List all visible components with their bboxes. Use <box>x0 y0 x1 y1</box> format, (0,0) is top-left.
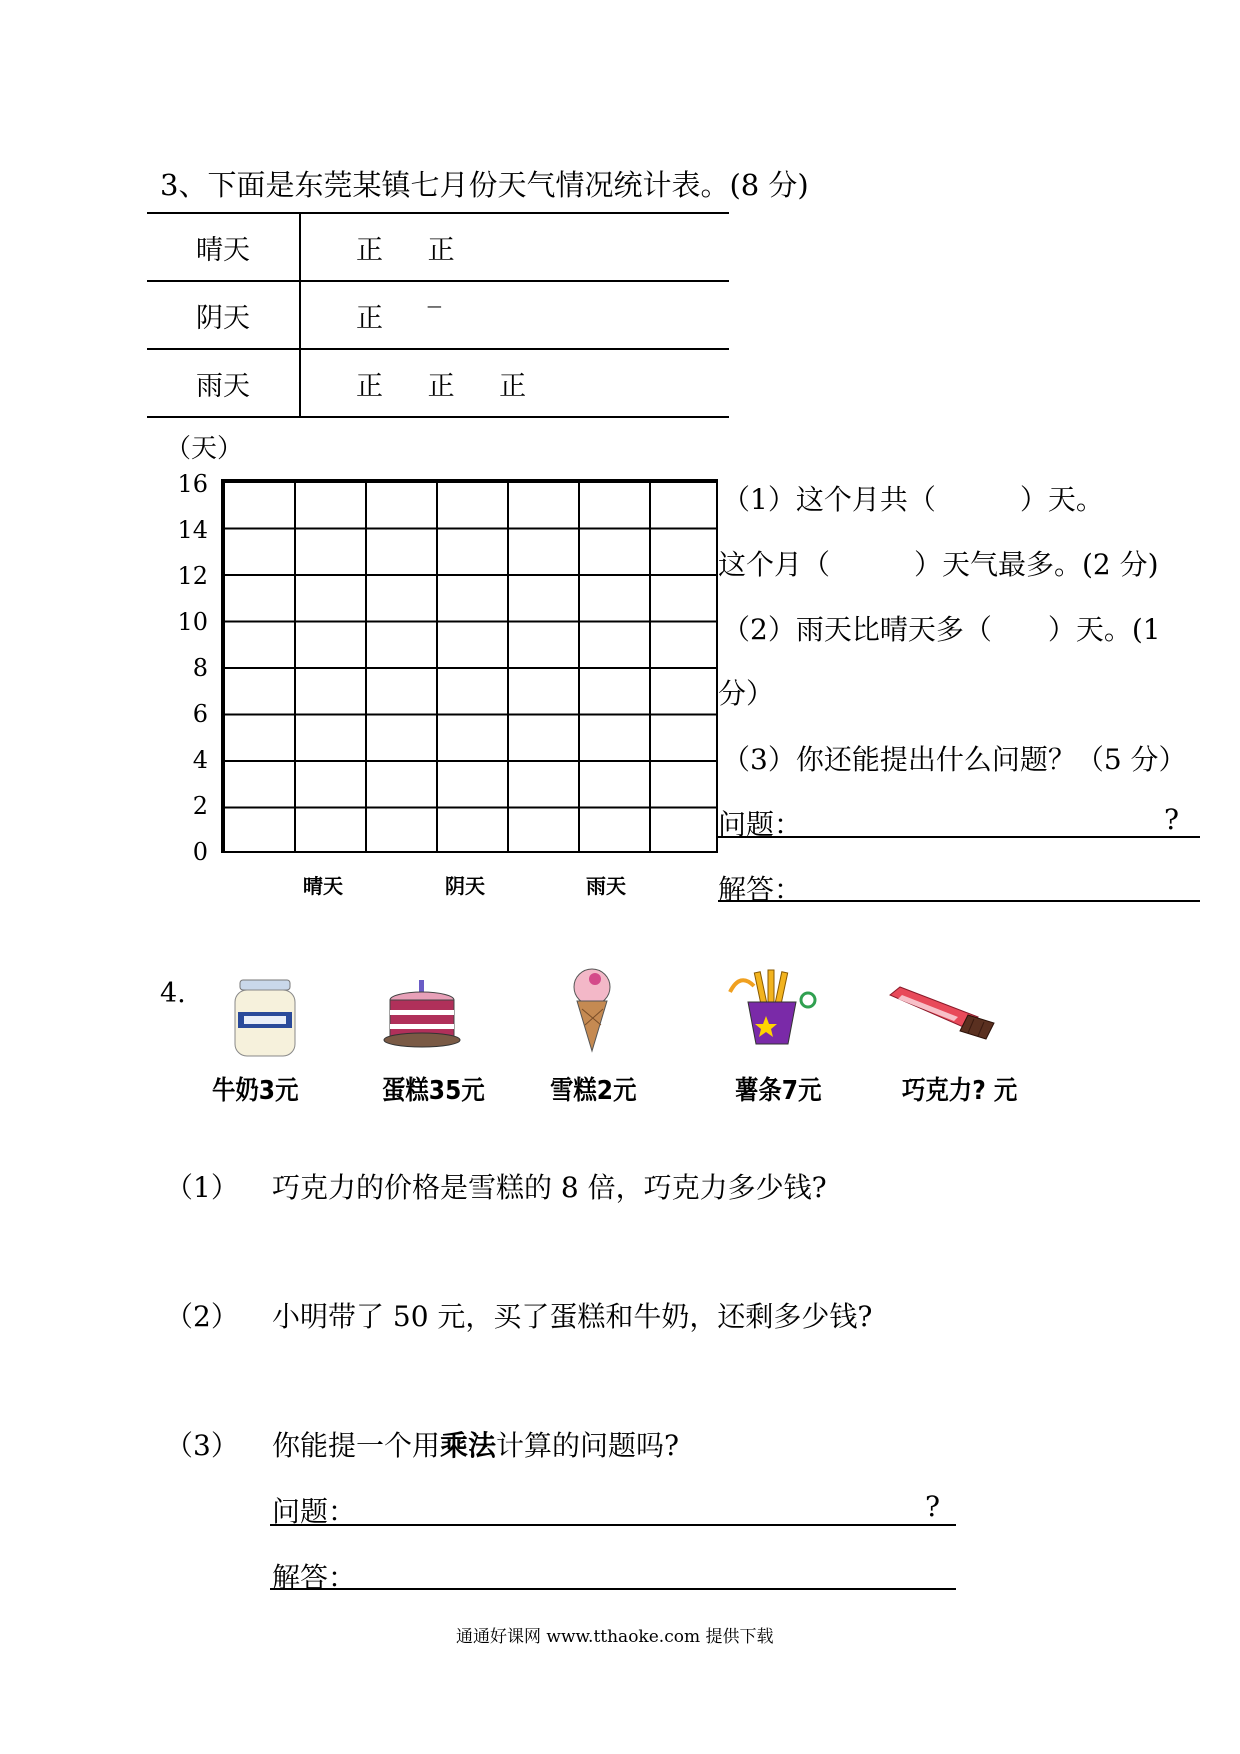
q4-sub3-text <box>272 1424 679 1464</box>
question-mark: ? <box>1164 803 1180 836</box>
x-label: 晴天 <box>303 874 343 898</box>
text-part: 计算的问题吗? <box>496 1429 680 1462</box>
y-tick: 12 <box>177 562 208 590</box>
food-label: 牛奶3元 <box>212 1076 299 1106</box>
tally-marks: 正 正 正 <box>300 349 729 417</box>
chocolate-icon <box>888 985 998 1040</box>
y-tick: 4 <box>192 746 208 774</box>
question-mark: ? <box>925 1490 941 1523</box>
y-tick: 16 <box>177 470 208 498</box>
q3-sub3: （3）你还能提出什么问题？（5 分） <box>722 743 1187 776</box>
question-answer-line[interactable] <box>270 1524 956 1526</box>
y-tick: 10 <box>177 608 208 636</box>
q3-sub2-line2: 分） <box>718 677 775 710</box>
text-part: 你能提一个用 <box>272 1429 441 1462</box>
y-tick: 8 <box>192 654 208 682</box>
food-label: 薯条7元 <box>735 1076 822 1106</box>
q3-sub1-line1: （1）这个月共（ ）天。 <box>722 483 1104 516</box>
q3-sub2-line1: （2）雨天比晴天多（ ）天。(1 <box>722 613 1161 646</box>
weather-name: 晴天 <box>147 213 300 281</box>
food-label: 雪糕2元 <box>550 1076 637 1106</box>
y-axis-unit: （天） <box>165 434 244 464</box>
answer-label: 解答： <box>718 873 803 906</box>
fries-icon <box>722 968 820 1048</box>
q4-sub1-text: 巧克力的价格是雪糕的 8 倍，巧克力多少钱? <box>272 1171 827 1204</box>
q3-title: 3、下面是东莞某镇七月份天气情况统计表。(8 分) <box>160 168 809 202</box>
question-label: 问题： <box>718 808 803 841</box>
q4-number: 4. <box>160 978 186 1009</box>
x-label: 阴天 <box>445 874 485 898</box>
weather-name: 雨天 <box>147 349 300 417</box>
q3-sub1-line2: 这个月（ ）天气最多。(2 分) <box>718 548 1159 581</box>
food-label: 巧克力? 元 <box>902 1076 1018 1106</box>
y-tick: 14 <box>177 516 208 544</box>
q4-sub2-text: 小明带了 50 元，买了蛋糕和牛奶，还剩多少钱? <box>272 1300 873 1333</box>
answer-label: 解答： <box>272 1561 357 1594</box>
question-answer-line[interactable] <box>718 836 1200 838</box>
blank-bar-chart-grid[interactable] <box>221 479 718 853</box>
food-label: 蛋糕35元 <box>382 1076 485 1106</box>
answer-line[interactable] <box>270 1588 956 1590</box>
weather-name: 阴天 <box>147 281 300 349</box>
q4-sub1-number: （1） <box>165 1171 239 1204</box>
table-row <box>147 281 729 349</box>
y-tick: 2 <box>192 792 208 820</box>
footer-text: 通通好课网 www.tthaoke.com 提供下载 <box>456 1627 774 1647</box>
y-tick: 6 <box>192 700 208 728</box>
q4-sub2-number: （2） <box>165 1300 239 1333</box>
emphasis-text: 乘法 <box>440 1429 497 1462</box>
table-row <box>147 349 729 417</box>
tally-marks: 正 正 <box>300 213 729 281</box>
y-tick: 0 <box>192 838 208 866</box>
mayonnaise-jar-icon <box>230 978 300 1058</box>
ice-cream-icon <box>565 965 620 1053</box>
question-label: 问题： <box>272 1495 357 1528</box>
x-label: 雨天 <box>586 874 626 898</box>
q4-sub3-number: （3） <box>165 1429 239 1462</box>
weather-tally-table <box>147 212 729 418</box>
answer-line[interactable] <box>718 900 1200 902</box>
tally-marks: 正 ‾ <box>300 281 729 349</box>
cake-icon <box>382 980 462 1050</box>
table-row <box>147 213 729 281</box>
